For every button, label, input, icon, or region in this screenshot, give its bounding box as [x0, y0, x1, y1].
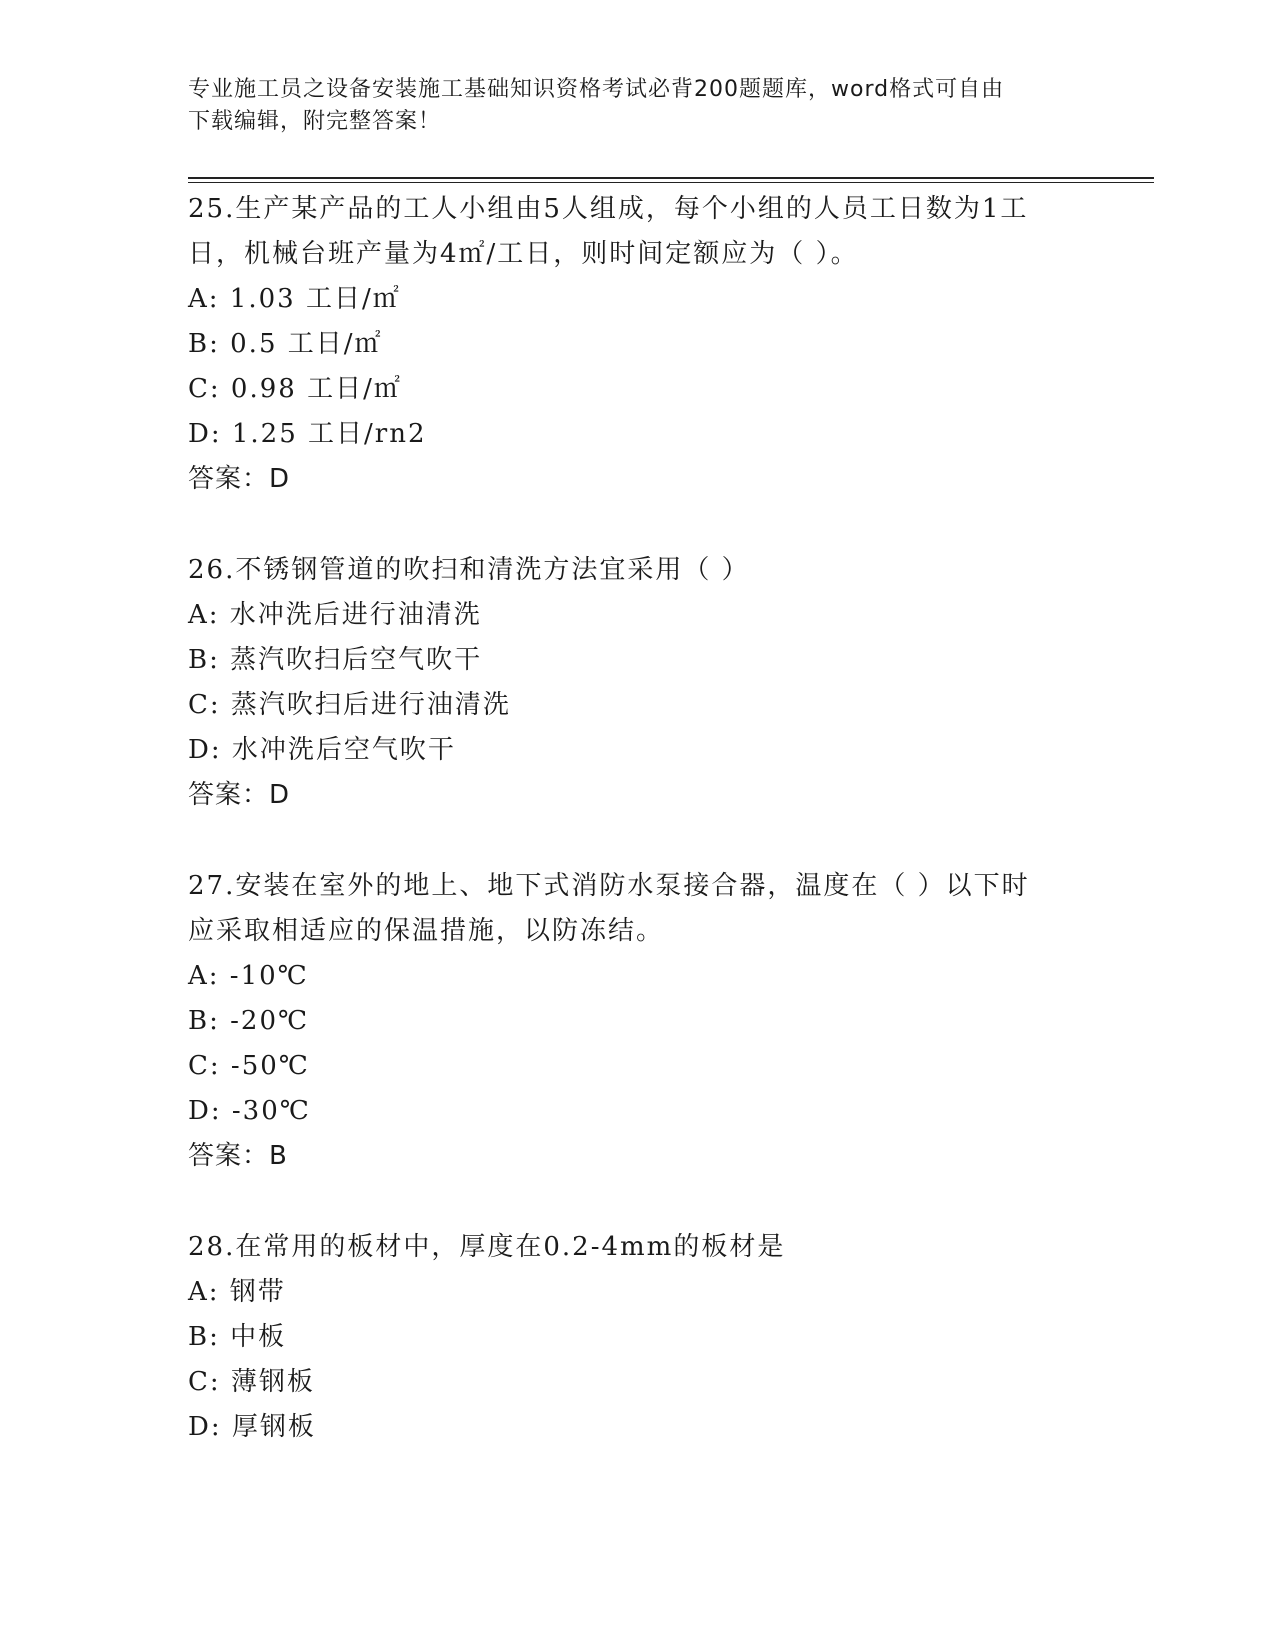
header-divider-thick — [188, 177, 1154, 179]
question-28 — [188, 1225, 1088, 1450]
question-list — [188, 187, 1088, 1496]
option-a: A: 水冲洗后进行油清洗 — [188, 600, 482, 630]
answer-line: 答案：D — [188, 464, 291, 494]
header-line-2: 下载编辑，附完整答案！ — [188, 109, 442, 134]
option-c: C: 蒸汽吹扫后进行油清洗 — [188, 690, 511, 720]
option-a: A: 钢带 — [188, 1277, 286, 1307]
answer-line: 答案：B — [188, 1141, 288, 1171]
option-a: A: 1.03 工日/㎡ — [188, 284, 401, 314]
option-a: A: -10℃ — [188, 961, 309, 991]
option-b: B: 0.5 工日/㎡ — [188, 329, 383, 359]
question-stem-line: 日，机械台班产量为4㎡/工日，则时间定额应为（ ）。 — [188, 239, 859, 269]
question-stem-line: 25.生产某产品的工人小组由5人组成，每个小组的人员工日数为1工 — [188, 194, 1029, 224]
document-header — [188, 74, 1088, 138]
header-divider-thin — [188, 182, 1154, 183]
question-25 — [188, 187, 1088, 502]
question-stem-line: 应采取相适应的保温措施，以防冻结。 — [188, 916, 665, 946]
question-stem-line: 26.不锈钢管道的吹扫和清洗方法宜采用（ ） — [188, 555, 750, 585]
option-c: C: 0.98 工日/㎡ — [188, 374, 402, 404]
option-d: D: 水冲洗后空气吹干 — [188, 735, 456, 765]
option-d: D: -30℃ — [188, 1096, 311, 1126]
header-line-1: 专业施工员之设备安装施工基础知识资格考试必背200题题库，word格式可自由 — [188, 77, 1005, 102]
option-c: C: -50℃ — [188, 1051, 310, 1081]
answer-line: 答案：D — [188, 780, 291, 810]
option-c: C: 薄钢板 — [188, 1367, 315, 1397]
question-stem-line: 28.在常用的板材中，厚度在0.2-4mm的板材是 — [188, 1232, 786, 1262]
question-stem-line: 27.安装在室外的地上、地下式消防水泵接合器，温度在（ ）以下时 — [188, 871, 1030, 901]
option-d: D: 厚钢板 — [188, 1412, 316, 1442]
option-b: B: -20℃ — [188, 1006, 310, 1036]
option-d: D: 1.25 工日/rn2 — [188, 419, 427, 449]
question-27 — [188, 864, 1088, 1179]
option-b: B: 中板 — [188, 1322, 287, 1352]
option-b: B: 蒸汽吹扫后空气吹干 — [188, 645, 483, 675]
question-26 — [188, 548, 1088, 818]
